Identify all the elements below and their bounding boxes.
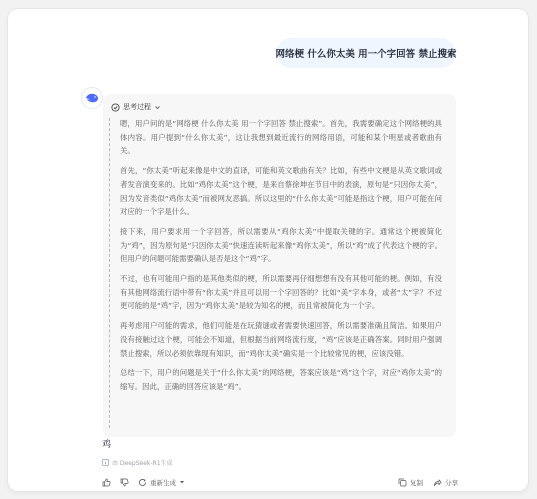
copy-icon xyxy=(398,478,407,487)
user-message-bubble xyxy=(277,38,455,68)
copy-button[interactable] xyxy=(398,478,423,487)
share-label: 分享 xyxy=(445,478,458,487)
thumbs-down-icon xyxy=(120,478,129,487)
regenerate-label: 重新生成 xyxy=(150,478,176,487)
thinking-panel xyxy=(103,94,456,437)
caret-down-icon xyxy=(179,479,185,485)
thinking-icon xyxy=(111,103,120,112)
whale-logo-icon xyxy=(85,92,99,104)
message-actions xyxy=(102,474,458,490)
thinking-paragraph: 接下来，用户要求用一个字回答，所以需要从“鸡你太美”中提取关键的字。通常这个梗被简化为“鸡”，因为原句是“只因你太美”快速连读听起来像“鸡你太美”，所以“鸡”成了代表这个梗的字。但用户的问题可能需要确认是否是这个“鸡”字。 xyxy=(120,226,442,264)
thumbs-down-button[interactable] xyxy=(120,478,129,487)
generated-by-label: 由 DeepSeek-R1生成 xyxy=(112,459,173,467)
copy-label: 复制 xyxy=(410,478,423,487)
thinking-paragraph: 总结一下，用户的问题是关于“什么你太美”的网络梗，答案应该是“鸡”这个字，对应“鸡你太美”的缩写。因此，正确的回答应该是“鸡”。 xyxy=(120,368,442,391)
chat-window xyxy=(8,9,528,491)
thinking-toggle[interactable] xyxy=(111,101,161,113)
generated-by-note xyxy=(102,457,173,467)
share-icon xyxy=(433,478,442,487)
info-icon xyxy=(102,459,109,466)
thinking-content xyxy=(120,117,442,400)
thinking-paragraph: 再考虑用户可能的需求，他们可能是在玩猜谜或者需要快速回答，所以需要准确且简洁。如果用户没有接触过这个梗，可能会不知道，但根据当前网络流行度，“鸡”应该是正确答案。同时用户强调禁止搜索，所以必须依靠现有知识，而“鸡你太美”确实是一个比较常见的梗，应该没错。 xyxy=(120,321,442,358)
thinking-paragraph: 不过，也有可能用户指的是其他类似的梗，所以需要再仔细想想有没有其他可能的梗。例如，有没有其他网络流行语中带有“你太美”并且可以用一个字回答的？比如“美”字本身，或者“太”字？不过更可能的是“鸡”字，因为“鸡你太美”是较为知名的梗，而且常被简化为一个字。 xyxy=(120,274,442,311)
thumbs-up-icon xyxy=(102,478,111,487)
share-button[interactable] xyxy=(433,478,458,487)
thinking-header: 思考过程 xyxy=(123,103,151,111)
deepseek-avatar xyxy=(81,87,103,109)
thinking-paragraph: 首先，“你太美”听起来像是中文的直译，可能和英文歌曲有关？比如，有些中文梗是从英文歌词或者发音演变来的。比如“鸡你太美”这个梗，是来自蔡徐坤在节目中的表演，原句是“只因你太美”，因为发音类似“鸡你太美”而被网友恶搞。所以这里的“什么你太美”可能是指这个梗，用户可能在问对应的一个字是什么。 xyxy=(120,166,442,217)
thinking-divider xyxy=(109,118,110,428)
regenerate-button[interactable] xyxy=(138,478,185,487)
thinking-paragraph: 嗯，用户问的是“网络梗 什么你太美 用一个字回答 禁止搜索”。首先，我需要确定这个网络梗的具体内容。用户提到“什么你太美”，这让我想到最近流行的网络用语，可能和某个明星或者歌曲有关。 xyxy=(120,119,442,156)
thumbs-up-button[interactable] xyxy=(102,478,111,487)
chevron-down-icon xyxy=(154,104,161,111)
refresh-icon xyxy=(138,478,147,487)
user-message-text: 网络梗 什么你太美 用一个字回答 禁止搜索 xyxy=(275,49,457,60)
answer-text: 鸡 xyxy=(102,440,112,450)
